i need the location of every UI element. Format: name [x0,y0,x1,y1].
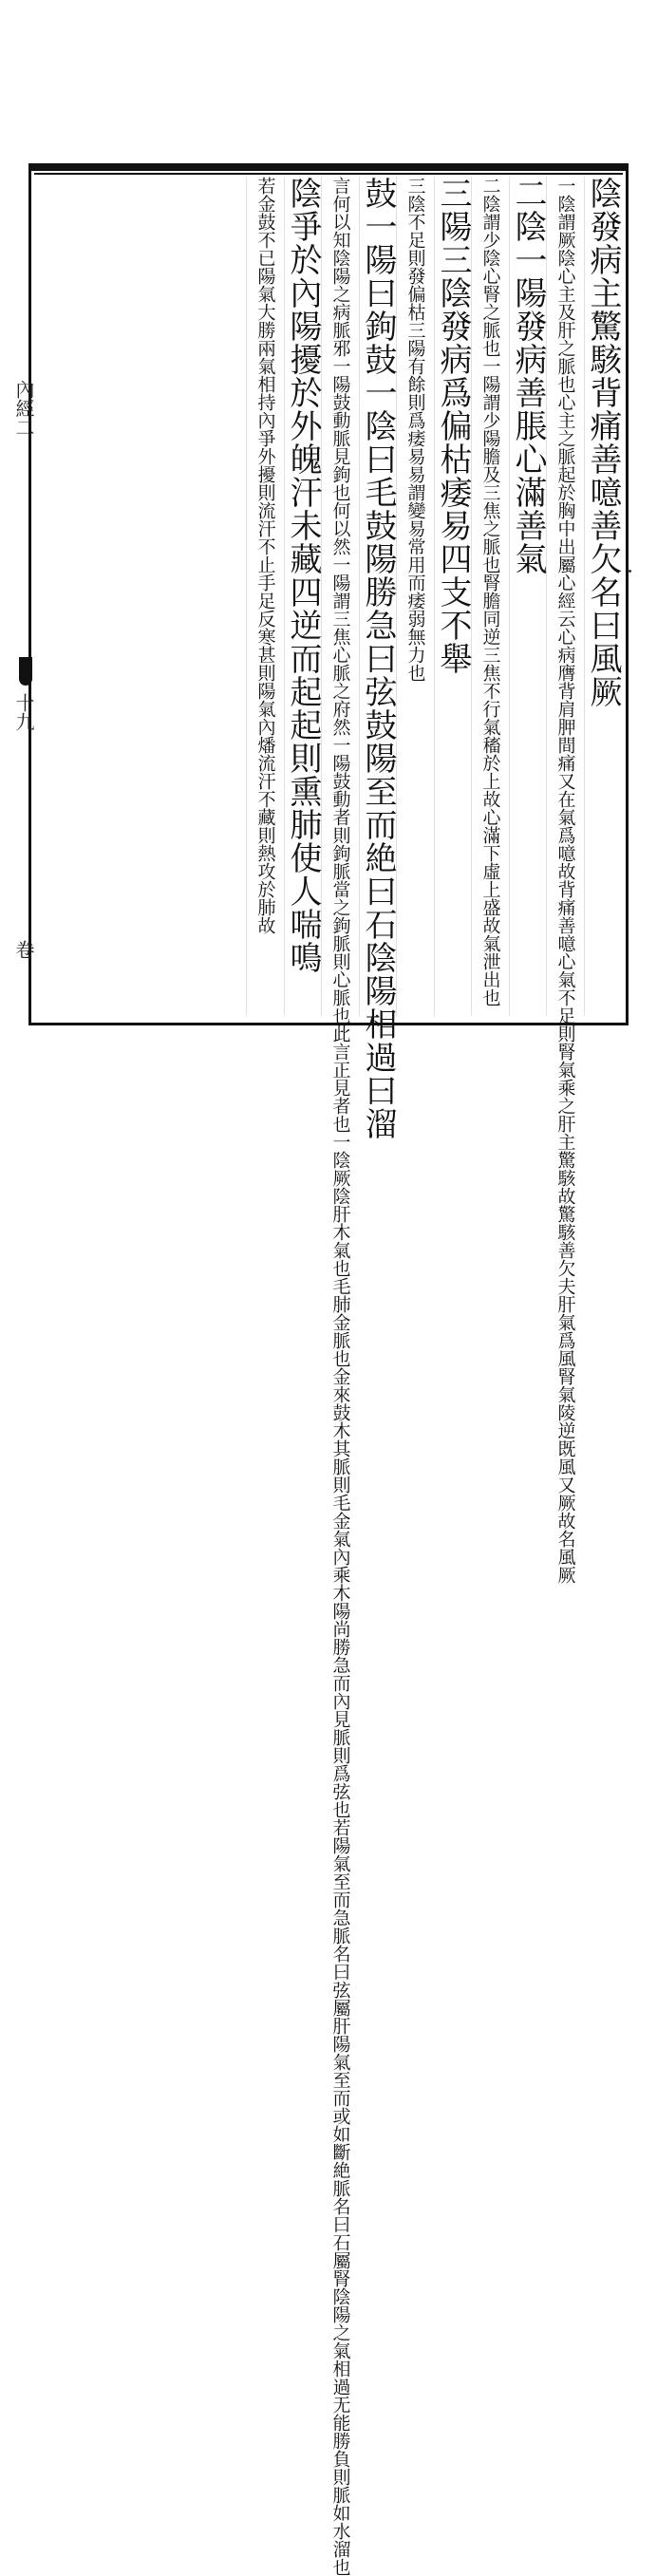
main-text-column: 二陰一陽發病善脹心滿善氣 [509,177,547,1016]
page-number: 十九 [12,693,35,731]
scan-speck [629,570,631,573]
commentary-column: 言何以知陰陽之病脈邪一陽鼓動脈見鉤也何以然一陽謂三焦心脈之府然一陽鼓動者則鉤脈當之鉤脈則心脈也此言正見者也一陰厥陰肝木氣也毛肺金脈也金來鼓木其脈則毛金氣內乘木陽尚勝急而內見脈則爲弦也若陽氣至而急脈名曰弦屬肝陽氣至而或如斷絶脈名曰石屬腎陰陽之氣相過无能勝負則脈如水溜也 [321,177,359,1016]
main-text-column: 陰爭於內陽擾於外魄汗未藏四逆而起起則熏肺使人喘鳴 [284,177,322,1016]
main-text-column: 三陽三陰發病爲偏枯痿易四支不舉 [434,177,472,1016]
text-columns [36,177,622,2576]
bottom-margin-mark: 卷 [12,940,35,959]
commentary-column: 二陰謂少陰心腎之脈也一陽謂少陽膽及三焦之脈也腎膽同逆三焦不行氣稸於上故心滿下虛上盛故氣泄出也 [471,177,509,1016]
main-text-column: 鼓一陽曰鉤鼓一陰曰毛鼓陽勝急曰弦鼓陽至而絶曰石陰陽相過曰溜 [359,177,397,1140]
fishtail-mark [19,657,32,686]
block-center-margin [8,313,35,978]
commentary-column: 若金鼓不已陽氣大勝兩氣相持內爭外擾則流汗不止手足反寒甚則陽氣內燔流汗不藏則熱攻於肺故 [246,177,284,1016]
commentary-column: 一陰謂厥陰心主及肝之脈也心主之脈起於胸中出屬心經云心病膺背肩胛間痛又在氣爲噫故背痛善噫心氣不足則腎氣乘之肝主驚駭故驚駭善欠夫肝氣爲風腎氣陵逆既風又厥故名風厥 [546,177,584,1016]
main-text-column: 陰發病主驚駭背痛善噫善欠名曰風厥 [584,177,622,1016]
block-center-title: 內經二 [12,380,35,437]
commentary-column: 三陰不足則發偏枯三陽有餘則爲痿易易謂變易常用而痿弱無力也 [396,177,434,1016]
